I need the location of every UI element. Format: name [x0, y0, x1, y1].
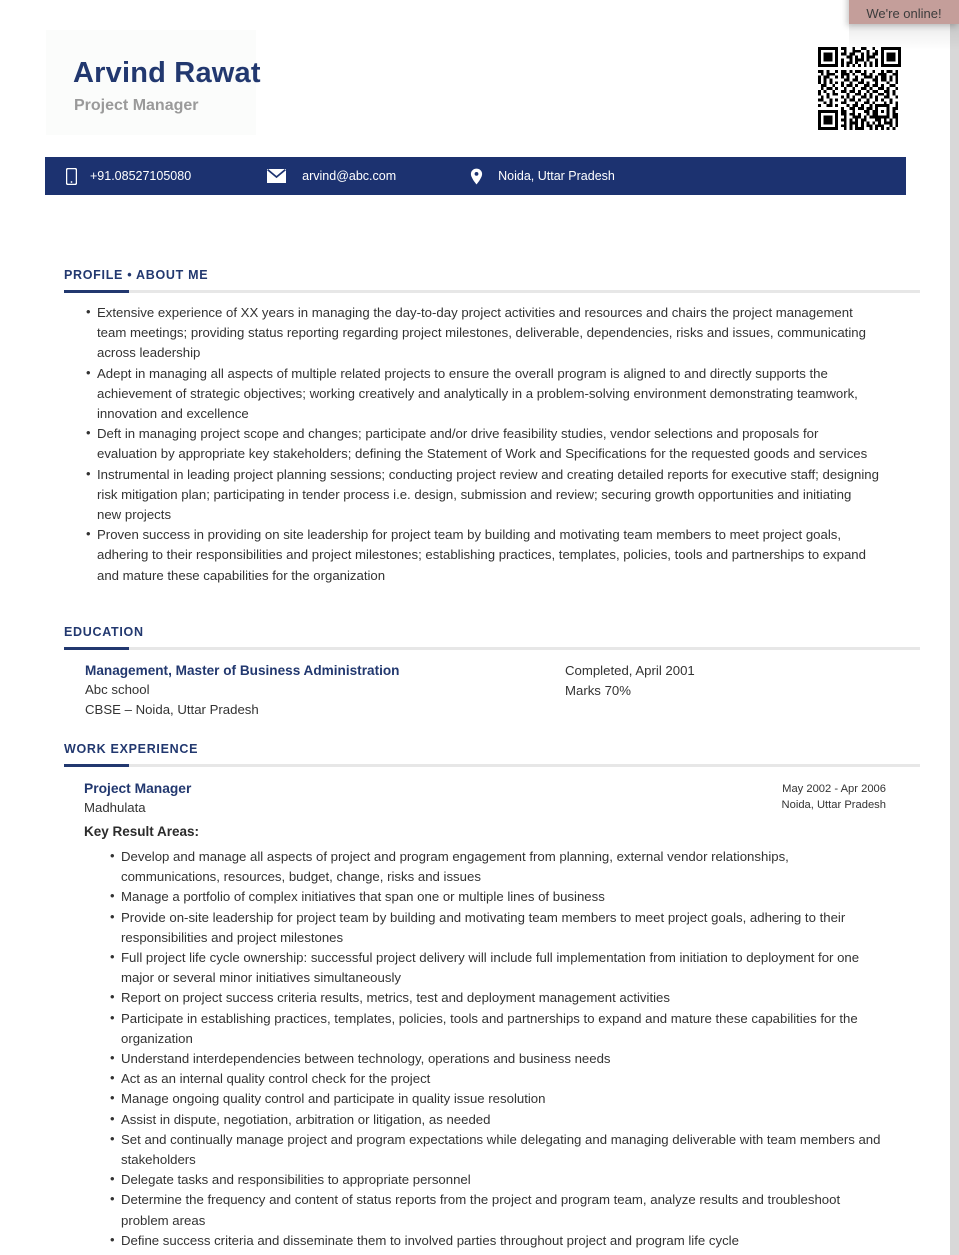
list-item: • Manage a portfolio of complex initiatives that span one or multiple lines of business — [110, 887, 885, 907]
profile-bullet-list — [86, 303, 879, 586]
job-entry-left — [84, 779, 191, 818]
job-company: Madhulata — [84, 800, 146, 815]
section-work-experience — [0, 742, 950, 767]
section-education — [0, 625, 950, 650]
list-item: • Manage ongoing quality control and participate in quality issue resolution — [110, 1089, 885, 1109]
list-item: • Set and continually manage project and program expectations while delegating and managing deliverable with team members and stakeholders — [110, 1130, 885, 1170]
list-item: • Assist in dispute, negotiation, arbitration or litigation, as needed — [110, 1110, 885, 1130]
page-title: Arvind Rawat — [73, 57, 261, 89]
chat-widget-button[interactable] — [849, 0, 959, 24]
list-item: • Report on project success criteria results, metrics, test and deployment management activities — [110, 988, 885, 1008]
education-entry-left — [85, 661, 535, 720]
list-item: • Adept in managing all aspects of multiple related projects to ensure the overall program is aligned to and directly supports the achievement of strategic objectives; working creatively and analytically in a problem-solving environment demonstrating teamwork, innovation and excellence — [86, 364, 879, 425]
job-title: Project Manager — [84, 781, 192, 796]
contact-email-text: arvind@abc.com — [302, 169, 397, 183]
section-title-work-experience: WORK EXPERIENCE — [64, 742, 199, 756]
contact-location-text: Noida, Uttar Pradesh — [498, 169, 615, 183]
section-rule-profile — [64, 290, 920, 293]
header-role: Project Manager — [74, 97, 199, 114]
contact-phone-text: +91.08527105080 — [90, 169, 192, 183]
job-entry-right — [782, 781, 886, 813]
map-pin-icon — [466, 166, 486, 186]
job-entry-header — [0, 779, 950, 827]
chat-widget-label: We're online! — [866, 6, 942, 21]
section-title-profile: PROFILE • ABOUT ME — [64, 268, 209, 282]
job-location: Noida, Uttar Pradesh — [781, 799, 886, 811]
job-dates: May 2002 - Apr 2006 — [782, 783, 886, 795]
key-result-areas-label: Key Result Areas: — [84, 824, 200, 839]
contact-bar — [45, 157, 906, 195]
list-item: • Determine the frequency and content of status reports from the project and program team, analyze results and troubleshoot problem areas — [110, 1190, 885, 1230]
list-item: • Define success criteria and disseminate them to involved parties throughout project and program life cycle — [110, 1231, 885, 1251]
list-item: • Understand interdependencies between technology, operations and business needs — [110, 1049, 885, 1069]
education-marks: Marks 70% — [565, 683, 631, 698]
section-rule-work-experience — [64, 764, 920, 767]
resume-header — [0, 0, 950, 155]
education-entry-right — [565, 661, 895, 701]
list-item: • Full project life cycle ownership: successful project delivery will include full implementation from initiation to deployment for one major or several minor initiatives simultaneously — [110, 948, 885, 988]
list-item: • Proven success in providing on site leadership for project team by building and motivating team members to meet project goals, adhering to their responsibilities and project milestones; establishing practices, templates, policies, tools and partnerships to expand and mature these capabilities for the organization — [86, 525, 879, 586]
envelope-icon — [266, 166, 286, 186]
list-item: • Delegate tasks and responsibilities to appropriate personnel — [110, 1170, 885, 1190]
contact-location[interactable] — [466, 157, 615, 195]
education-board-location: CBSE – Noida, Uttar Pradesh — [85, 702, 259, 717]
list-item: • Extensive experience of XX years in managing the day-to-day project activities and resources and chairs the project management team meetings; providing status reporting regarding project milestones, deliverable, dependencies, risks and issues, communicating across leadership — [86, 303, 879, 364]
page-edge — [950, 0, 959, 1255]
mobile-phone-icon — [61, 166, 81, 186]
section-title-education: EDUCATION — [64, 625, 144, 639]
list-item: • Provide on-site leadership for project team by building and motivating team members to meet project goals, adhering to their responsibilities and project milestones — [110, 908, 885, 948]
list-item: • Act as an internal quality control check for the project — [110, 1069, 885, 1089]
chat-widget-shadow — [849, 24, 959, 50]
section-rule-education — [64, 647, 920, 650]
list-item: • Deft in managing project scope and changes; participate and/or drive feasibility studies, vendor selections and proposals for evaluation by appropriate key stakeholders; defining the Statement of Work and Specifications for the requested goods and services — [86, 424, 879, 464]
contact-email[interactable] — [266, 157, 396, 195]
list-item: • Instrumental in leading project planning sessions; conducting project review and creating detailed reports for executive staff; designing risk mitigation plan; participating in tender process i.e. design, submission and review; securing growth opportunities and initiating new projects — [86, 465, 879, 526]
section-profile — [0, 268, 950, 293]
qr-code-icon — [818, 45, 901, 132]
education-status: Completed, April 2001 — [565, 663, 695, 678]
contact-phone[interactable] — [61, 157, 191, 195]
education-degree: Management, Master of Business Administration — [85, 663, 400, 678]
key-result-areas-list — [110, 847, 885, 1251]
education-school: Abc school — [85, 682, 150, 697]
list-item: • Participate in establishing practices, templates, policies, tools and partnerships to expand and mature these capabilities for the organization — [110, 1009, 885, 1049]
list-item: • Develop and manage all aspects of project and program engagement from planning, external vendor relationships, communications, resources, budget, change, risks and issues — [110, 847, 885, 887]
